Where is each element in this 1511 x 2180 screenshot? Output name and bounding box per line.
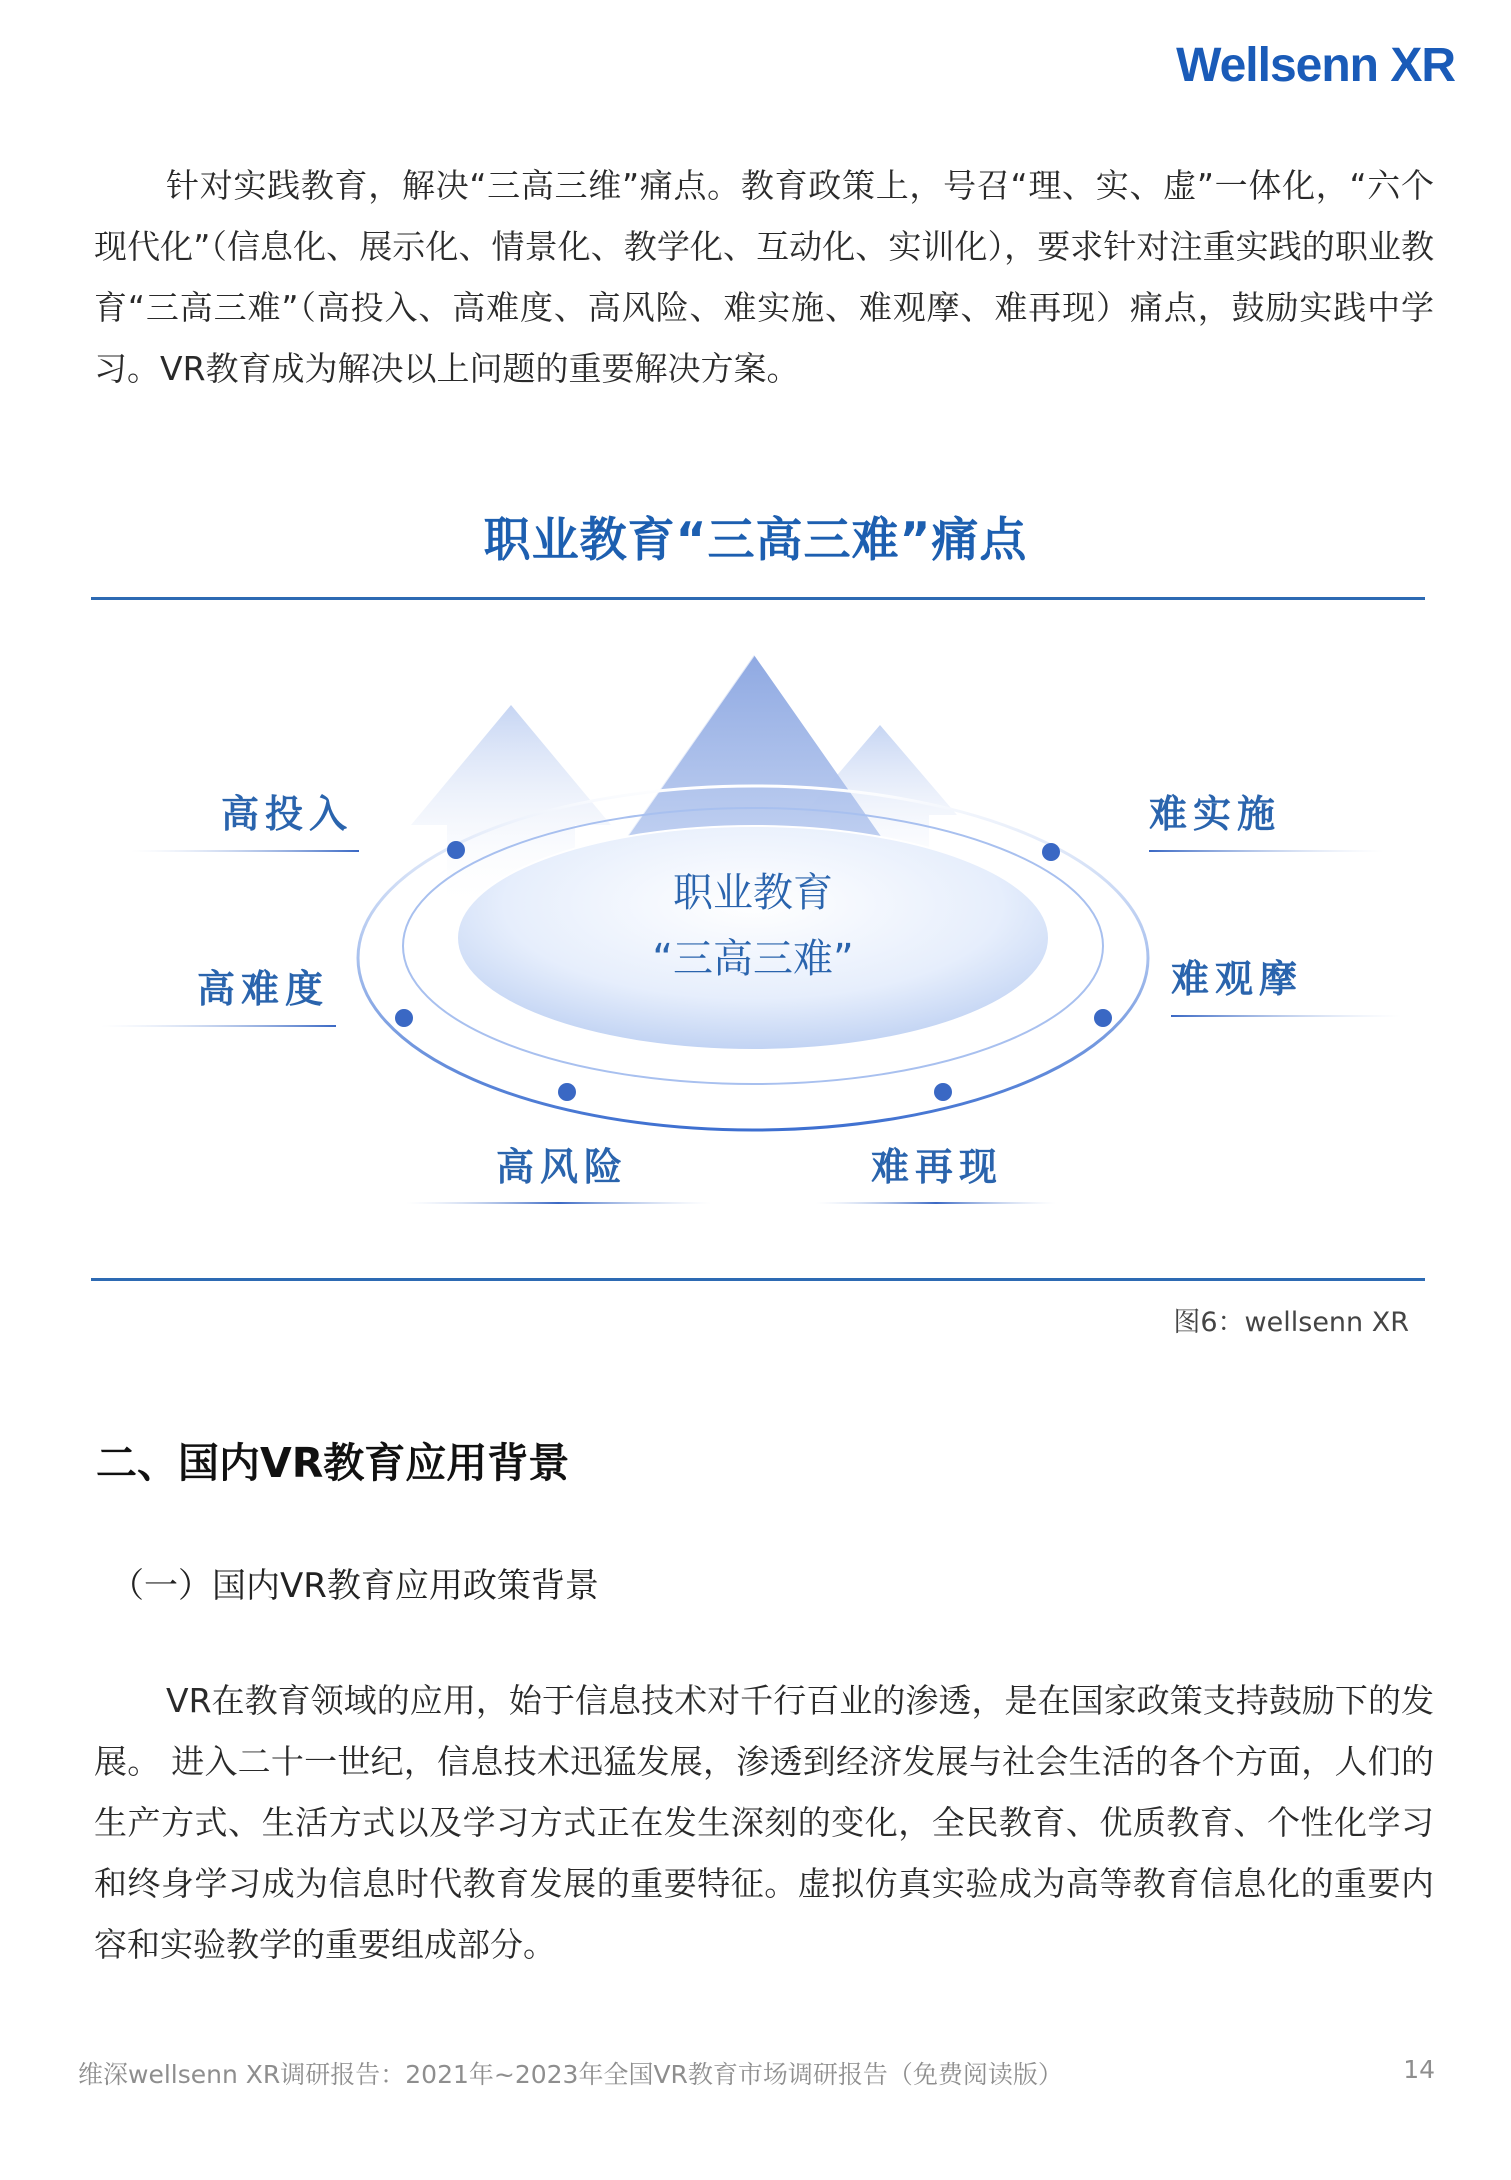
dot-hard-reproduce [934,1083,952,1101]
subsection-heading: （一）国内VR教育应用政策背景 [110,1566,599,1606]
dot-high-input [447,841,465,859]
label-hard-implement: 难实施 [1149,792,1282,836]
dot-hard-observe [1094,1009,1112,1027]
underline-high-input [131,850,359,852]
figure-title: 职业教育“三高三难”痛点 [483,513,1028,568]
footer-text: 维深wellsenn XR调研报告：2021年~2023年全国VR教育市场调研报告（免费阅读版） [78,2060,1063,2089]
wellsenn-logo: Wellsenn XR [1176,39,1455,92]
center-title-line1: 职业教育 [673,870,833,916]
figure-caption: 图6：wellsenn XR [1173,1307,1409,1338]
dot-high-risk [558,1083,576,1101]
underline-hard-observe [1171,1015,1401,1017]
label-hard-observe: 难观摩 [1171,957,1304,1001]
center-title-line2: “三高三难” [652,936,854,982]
label-high-input: 高投入 [221,792,354,836]
underline-high-risk [406,1202,711,1204]
figure-bottom-rule [91,1278,1425,1281]
label-high-risk: 高风险 [496,1145,629,1189]
intro-paragraph: 针对实践教育，解决“三高三维”痛点。教育政策上，号召“理、实、虚”一体化，“六个现代化”（信息化、展示化、情景化、教学化、互动化、实训化），要求针对注重实践的职业教育“三高三难”（高投入、高难度、高风险、难实施、难观摩、难再现）痛点，鼓励实践中学习。VR教育成为解决以上问题的重要解决方案。 [94,166,1434,388]
underline-high-difficulty [101,1025,336,1027]
dot-hard-implement [1042,843,1060,861]
label-high-difficulty: 高难度 [197,967,330,1011]
figure-top-rule [91,597,1425,600]
underline-hard-reproduce [816,1202,1056,1204]
dot-high-difficulty [395,1009,413,1027]
underline-hard-implement [1149,850,1384,852]
page-number: 14 [1403,2055,1435,2084]
pain-points-diagram [91,610,1425,1275]
section-paragraph: VR在教育领域的应用，始于信息技术对千行百业的渗透，是在国家政策支持鼓励下的发展。 进入二十一世纪，信息技术迅猛发展，渗透到经济发展与社会生活的各个方面，人们的生产方式、生活方式以及学习方式正在发生深刻的变化，全民教育、优质教育、个性化学习和终身学习成为信息时代教育发展的重要特征。虚拟仿真实验成为高等教育信息化的重要内容和实验教学的重要组成部分。 [94,1681,1434,1964]
label-hard-reproduce: 难再现 [871,1145,1004,1189]
section-heading: 二、国内VR教育应用背景 [96,1439,570,1487]
